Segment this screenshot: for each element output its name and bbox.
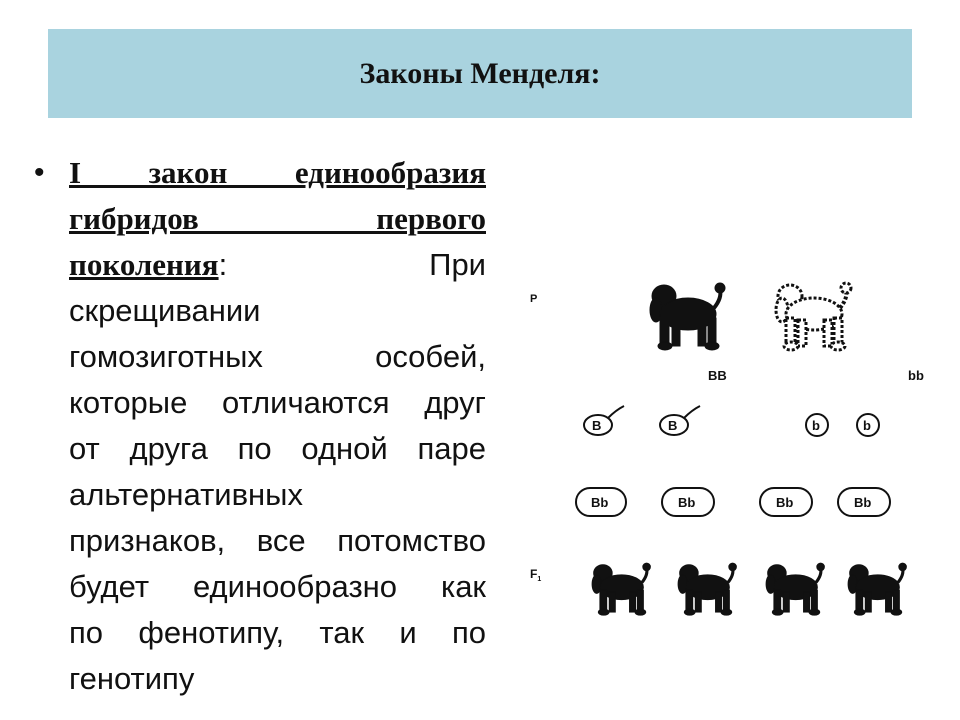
body-line-5: альтернативных: [69, 477, 303, 512]
body-line-8: по фенотипу, так и по: [69, 615, 486, 650]
sperm-icon: [584, 406, 700, 435]
body-text-start: При: [429, 247, 486, 282]
law-title-line-1: I закон единообразия: [69, 155, 486, 190]
zygote-3: Bb: [776, 495, 794, 510]
slide-title: Законы Менделя:: [359, 56, 601, 90]
body-line-6: признаков, все потомство: [69, 523, 486, 558]
f1-poodle-3: [766, 563, 825, 615]
body-line-4: от друга по одной паре: [69, 431, 486, 466]
poodle-spotted-icon: [776, 283, 851, 350]
body-line-2: гомозиготных особей,: [69, 339, 486, 374]
body-line-7: будет единообразно как: [69, 569, 486, 604]
law-text-block: [30, 150, 486, 702]
gamete-dominant-1: B: [592, 418, 602, 433]
zygote-1: Bb: [591, 495, 609, 510]
body-line-9: генотипу: [69, 661, 195, 696]
body-line-1: скрещивании: [69, 293, 261, 328]
zygote-row: [576, 488, 890, 516]
law-title-line-3: поколения: При: [69, 242, 486, 288]
cross-diagram: [520, 260, 924, 630]
f1-poodle-4: [848, 563, 907, 615]
zygote-2: Bb: [678, 495, 696, 510]
gamete-recessive-2: b: [863, 418, 871, 433]
poodle-black-icon: [650, 283, 725, 350]
f1-poodle-1: [592, 563, 651, 615]
gamete-recessive-1: b: [812, 418, 820, 433]
gamete-dominant-2: B: [668, 418, 678, 433]
body-line-3: которые отличаются друг: [69, 385, 486, 420]
zygote-4: Bb: [854, 495, 872, 510]
bullet-marker: •: [34, 156, 45, 189]
f1-poodle-2: [678, 563, 737, 615]
genotype-parent-spotted: bb: [908, 368, 924, 383]
title-bar: [48, 29, 912, 118]
parent-label: P: [530, 293, 538, 305]
genotype-parent-black: BB: [708, 368, 727, 383]
law-title-line-2: гибридов первого: [69, 201, 486, 236]
law-paragraph: [69, 150, 486, 702]
f1-label: $F_1$: [530, 567, 542, 583]
